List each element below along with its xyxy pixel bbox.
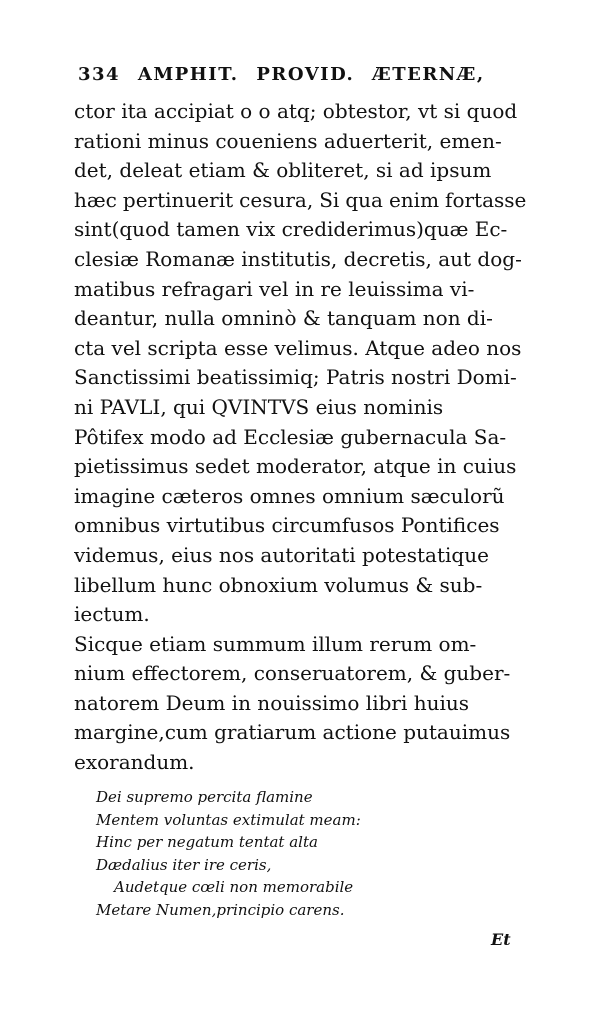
text-line: deantur, nulla omninò & tanquam non di-	[74, 306, 493, 331]
page-number: 334	[78, 64, 121, 85]
text-line: libellum hunc obnoxium volumus & sub-	[74, 572, 483, 597]
catchword: Et	[491, 930, 511, 949]
text-line: hæc pertinuerit cesura, Si qua enim fortasse	[74, 187, 526, 212]
verse-line: Audetque cœli non memorabile	[114, 878, 354, 896]
text-line: pietissimus sedet moderator, atque in cuius	[74, 454, 517, 479]
text-line: nium effectorem, conseruatorem, & guber-	[74, 661, 511, 686]
verse-line: Mentem voluntas extimulat meam:	[96, 810, 361, 829]
text-line: cta vel scripta esse velimus. Atque adeo nos	[74, 335, 522, 360]
running-header	[78, 64, 523, 85]
text-line: margine,cum gratiarum actione putauimus	[74, 720, 511, 745]
text-line: Pôtifex modo ad Ecclesiæ gubernacula Sa-	[74, 424, 507, 449]
verse-line: Hinc per negatum tentat alta	[96, 833, 318, 851]
running-title-part: AMPHIT.	[137, 64, 239, 85]
text-line: matibus refragari vel in re leuissima vi-	[74, 276, 475, 301]
verse-block	[96, 786, 496, 921]
text-line: ctor ita accipiat o o atq; obtestor, vt si quod	[74, 99, 518, 123]
verse-line: Metare Numen,principio carens.	[96, 900, 345, 919]
text-line: imagine cæteros omnes omnium sæculorũ	[74, 483, 505, 508]
body-text	[74, 97, 526, 778]
text-line: sint(quod tamen vix crediderimus)quæ Ec-	[74, 217, 508, 242]
text-line: videmus, eius nos autoritati potestatique	[74, 542, 489, 567]
text-line: exorandum.	[74, 750, 195, 775]
verse-line: Dædalius iter ire ceris,	[96, 855, 272, 874]
text-line: rationi minus coueniens aduerterit, emen-	[74, 128, 502, 153]
verse-line: Dei supremo percita flamine	[96, 788, 313, 806]
running-title-part: ÆTERNÆ,	[372, 64, 485, 85]
text-line: iectum.	[74, 602, 150, 627]
text-line: natorem Deum in nouissimo libri huius	[74, 690, 470, 715]
running-title-part: PROVID.	[256, 64, 355, 85]
text-line: ni PAVLI, qui QVINTVS eius nominis	[74, 394, 444, 419]
text-line: omnibus virtutibus circumfusos Pontifices	[74, 513, 500, 538]
text-line: clesiæ Romanæ institutis, decretis, aut dog-	[74, 246, 522, 271]
text-line: Sicque etiam summum illum rerum om-	[74, 631, 477, 656]
text-line: Sanctissimi beatissimiq; Patris nostri Domi-	[74, 365, 517, 390]
text-line: det, deleat etiam & obliteret, si ad ipsum	[74, 158, 492, 183]
